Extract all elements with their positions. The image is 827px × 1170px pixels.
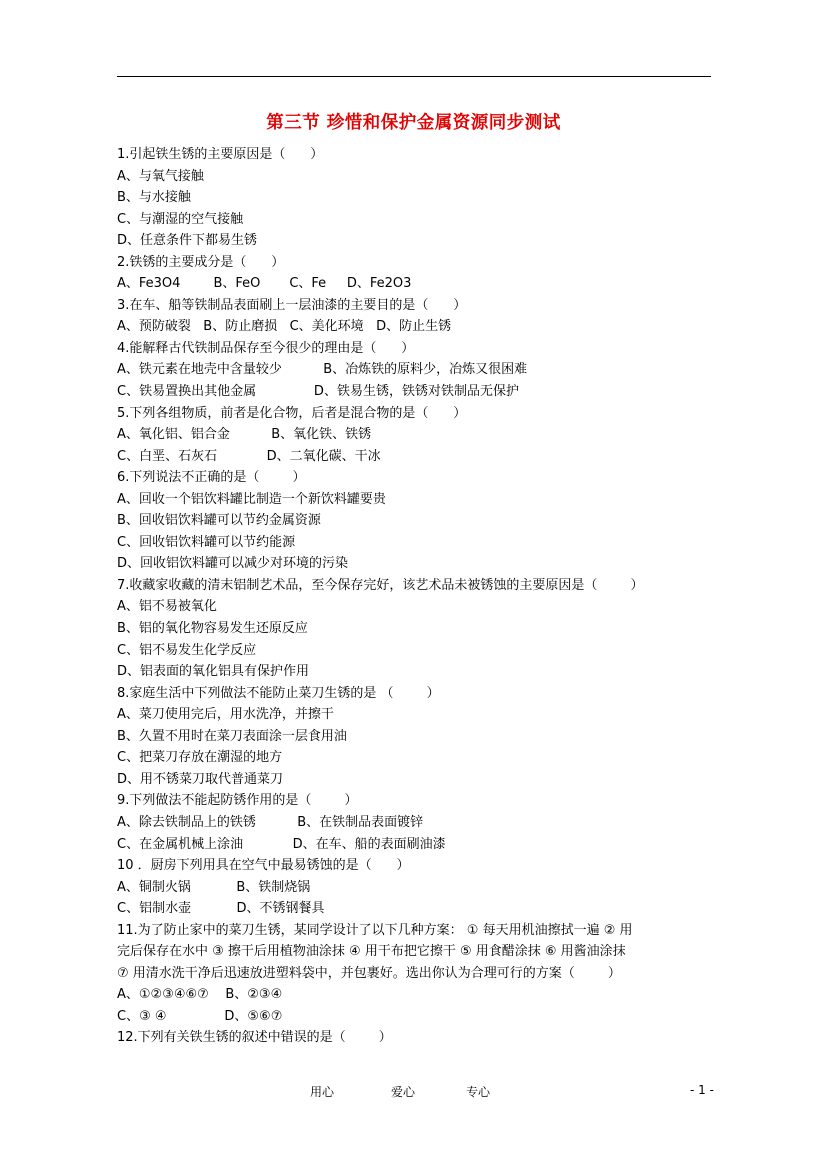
text-line: 完后保存在水中 ③ 擦干后用植物油涂抹 ④ 用干布把它擦干 ⑤ 用食醋涂抹 ⑥ 用酱油涂抹 <box>117 944 626 960</box>
text-line: 12.下列有关铁生锈的叙述中错误的是（ ） <box>117 1030 392 1046</box>
text-line: C、铁易置换出其他金属 D、铁易生锈，铁锈对铁制品无保护 <box>117 384 519 400</box>
text-line: A、铁元素在地壳中含量较少 B、冶炼铁的原料少，冶炼又很困难 <box>117 362 528 378</box>
footer-text-middle: 爱心 <box>391 1085 416 1099</box>
text-line: 4.能解释古代铁制品保存至今很少的理由是（ ） <box>117 340 415 356</box>
text-line: ⑦ 用清水洗干净后迅速放进塑料袋中，并包裹好。选出你认为合理可行的方案（ ） <box>117 965 621 981</box>
footer-text-right: 专心 <box>466 1085 491 1099</box>
text-line: C、白垩、石灰石 D、二氧化碳、干冰 <box>117 448 381 464</box>
text-line: 9.下列做法不能起防锈作用的是（ ） <box>117 793 358 809</box>
text-line: C、铝不易发生化学反应 <box>117 642 257 658</box>
text-line: A、铜制火锅 B、铁制烧锅 <box>117 879 311 895</box>
text-line: A、与氧气接触 <box>117 168 204 184</box>
text-line: B、与水接触 <box>117 190 191 206</box>
text-line: A、除去铁制品上的铁锈 B、在铁制品表面镀锌 <box>117 814 424 830</box>
text-line: 7.收藏家收藏的清末铝制艺术品，至今保存完好，该艺术品未被锈蚀的主要原因是（ ） <box>117 577 644 593</box>
question-body <box>117 144 717 1049</box>
footer-text-left: 用心 <box>310 1085 335 1099</box>
text-line: A、①②③④⑥⑦ B、②③④ <box>117 987 283 1003</box>
text-line: D、铝表面的氧化铝具有保护作用 <box>117 664 310 680</box>
text-line: B、铝的氧化物容易发生还原反应 <box>117 621 308 637</box>
text-line: C、回收铝饮料罐可以节约能源 <box>117 534 296 550</box>
text-line: 1.引起铁生锈的主要原因是（ ） <box>117 147 324 162</box>
text-line: C、在金属机械上涂油 D、在车、船的表面刷油漆 <box>117 836 446 852</box>
page-title: 第三节 珍惜和保护金属资源同步测试 <box>266 113 561 133</box>
text-line: C、③ ④ D、⑤⑥⑦ <box>117 1008 283 1024</box>
text-line: A、回收一个铝饮料罐比制造一个新饮料罐要贵 <box>117 491 386 507</box>
page-footer <box>0 1083 827 1103</box>
text-line: D、任意条件下都易生锈 <box>117 233 258 249</box>
text-line: A、氧化铝、铝合金 B、氧化铁、铁锈 <box>117 427 372 443</box>
page-number: - 1 - <box>690 1083 714 1097</box>
text-line: 11.为了防止家中的菜刀生锈，某同学设计了以下几种方案： ① 每天用机油擦拭一遍 ② 用 <box>117 922 633 938</box>
text-line: 8.家庭生活中下列做法不能防止菜刀生锈的是 （ ） <box>117 685 440 701</box>
text-line: A、铝不易被氧化 <box>117 599 217 615</box>
text-line: 5.下列各组物质，前者是化合物，后者是混合物的是（ ） <box>117 405 467 421</box>
text-line: A、菜刀使用完后，用水洗净，并擦干 <box>117 707 334 723</box>
text-line: A、预防破裂 B、防止磨损 C、美化环境 D、防止生锈 <box>117 319 452 335</box>
text-line: C、把菜刀存放在潮湿的地方 <box>117 750 283 766</box>
text-line: D、回收铝饮料罐可以减少对环境的污染 <box>117 556 349 572</box>
text-line: B、久置不用时在菜刀表面涂一层食用油 <box>117 728 347 744</box>
text-line: C、与潮湿的空气接触 <box>117 211 244 227</box>
text-line: 6.下列说法不正确的是（ ） <box>117 470 306 486</box>
text-line: A、Fe3O4 B、FeO C、Fe D、Fe2O3 <box>117 276 412 292</box>
text-line: 10 ．厨房下列用具在空气中最易锈蚀的是（ ） <box>117 858 410 874</box>
text-line: C、铝制水壶 D、不锈钢餐具 <box>117 901 325 917</box>
text-line: 3.在车、船等铁制品表面刷上一层油漆的主要目的是（ ） <box>117 297 467 313</box>
header-rule <box>117 76 711 77</box>
text-line: 2.铁锈的主要成分是（ ） <box>117 254 285 270</box>
text-line: D、用不锈菜刀取代普通菜刀 <box>117 771 284 787</box>
text-line: B、回收铝饮料罐可以节约金属资源 <box>117 513 321 529</box>
